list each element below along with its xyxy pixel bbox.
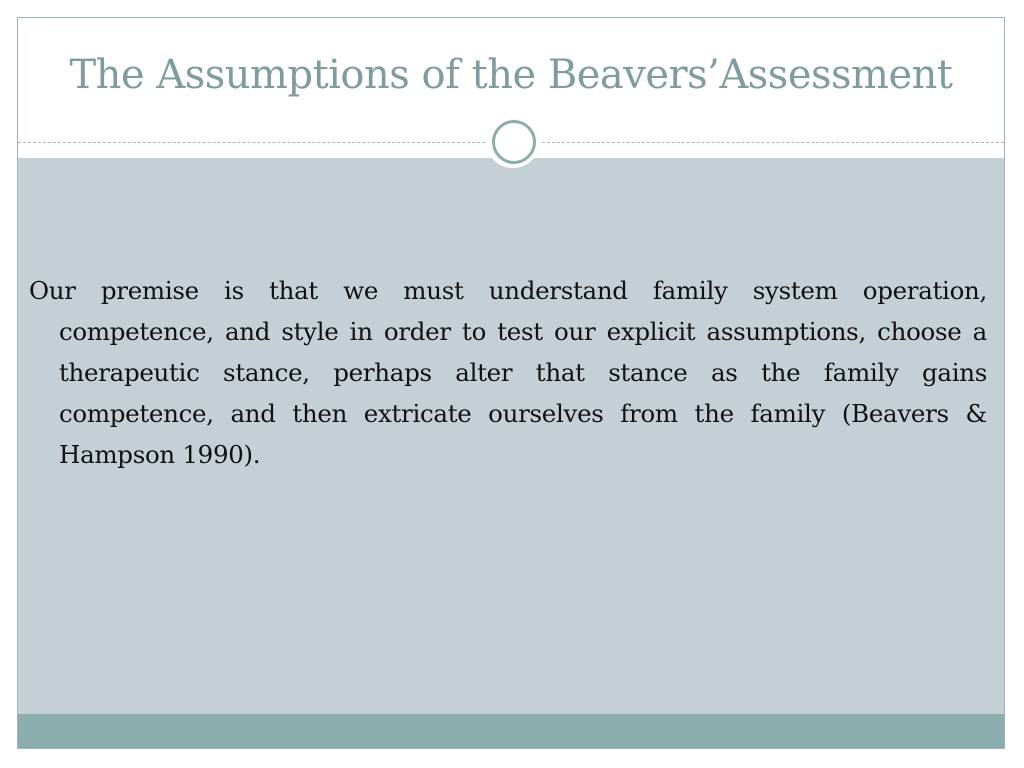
body-paragraph: Our premise is that we must understand family system operation, competence, and style in order to test our explicit assumptions, choose a therapeutic stance, perhaps alter that stance as the family gains competence, and then extricate ourselves from the family (Beavers & Hampson 1990). [29,276,987,469]
ornament-ring [492,120,536,164]
circle-ornament-icon [486,114,540,168]
slide-title: The Assumptions of the Beavers’Assessment [69,52,953,98]
footer-bar [18,714,1004,748]
